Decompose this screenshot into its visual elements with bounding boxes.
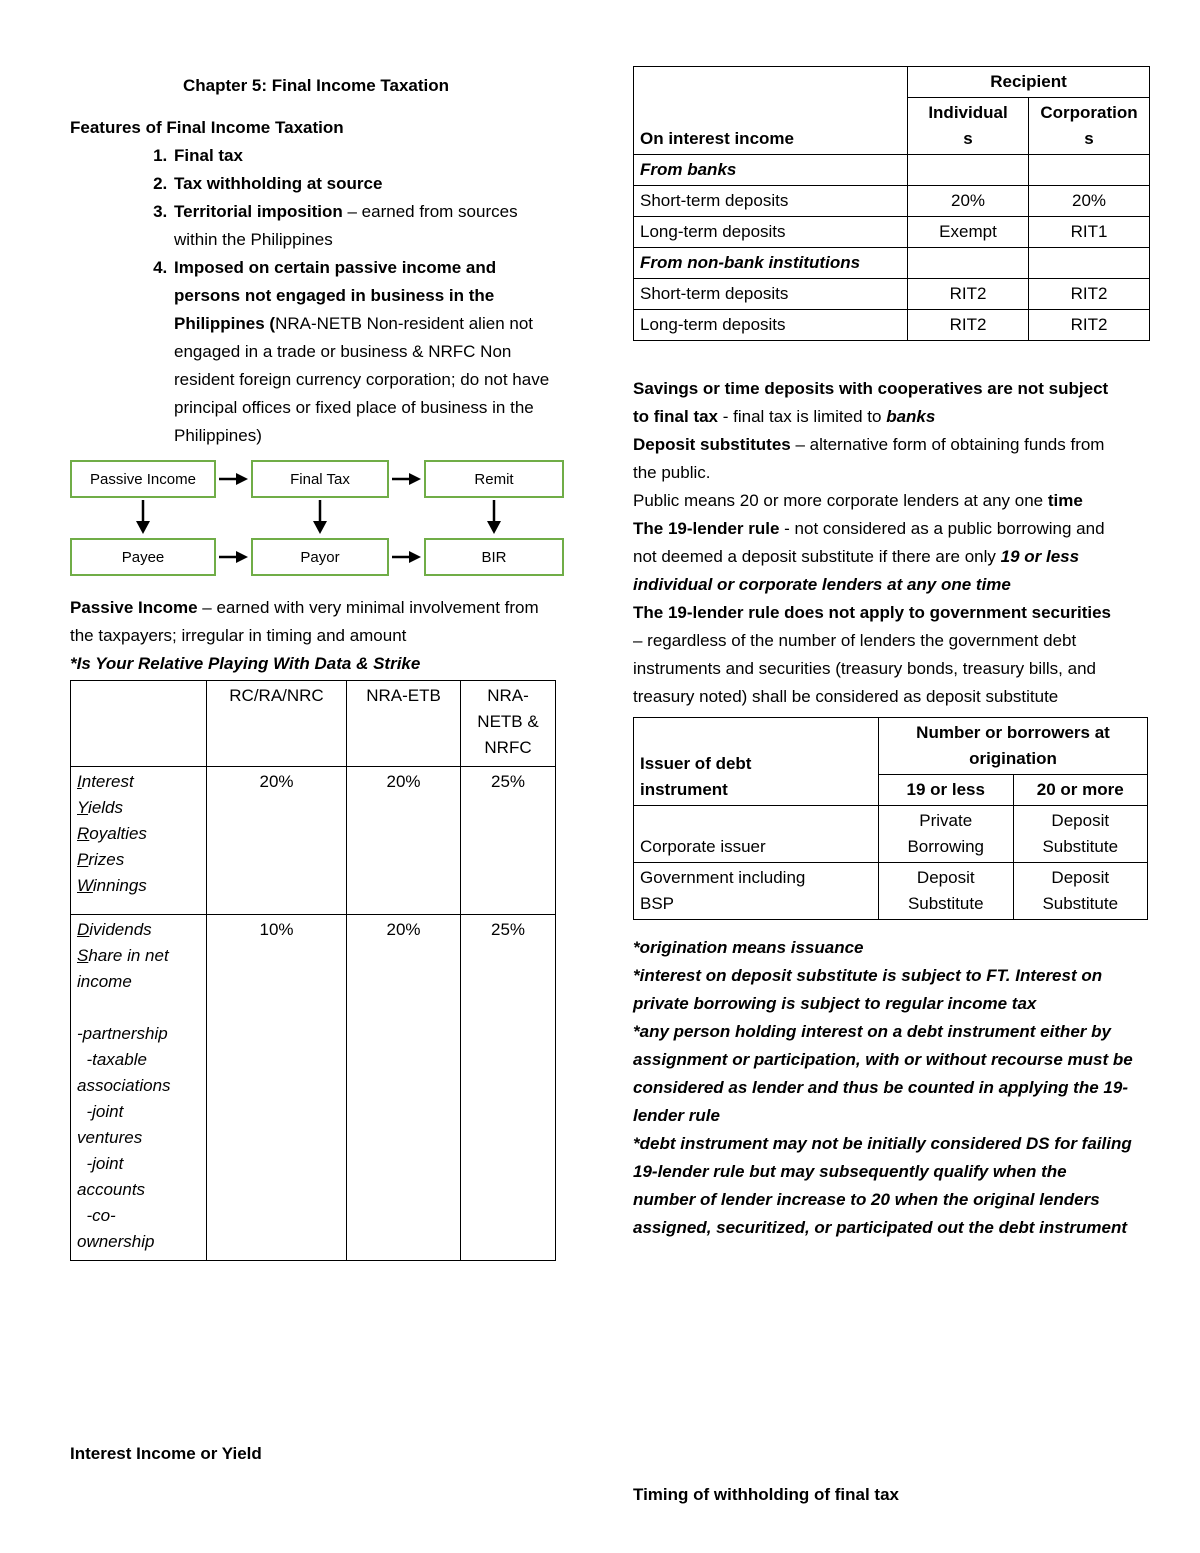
table-row xyxy=(634,155,1150,186)
table-header-cell: NRA- NETB & NRFC xyxy=(461,681,556,767)
table-row xyxy=(634,248,1150,279)
flow-box-bir: BIR xyxy=(424,538,564,576)
table-value-cell: 20% xyxy=(207,767,347,915)
table-value-cell: RIT2 xyxy=(908,310,1029,341)
table-cell: Short-term deposits xyxy=(634,279,908,310)
table-value-cell xyxy=(908,248,1029,279)
table-row xyxy=(71,767,556,915)
table-row xyxy=(634,863,1148,920)
table-row xyxy=(71,915,556,1261)
right-arrow-icon xyxy=(219,548,249,566)
flow-box-passive-income: Passive Income xyxy=(70,460,216,498)
feature-item-territorial: 3. Territorial imposition – earned from sources within the Philippines xyxy=(172,198,562,254)
table-value-cell: 10% xyxy=(207,915,347,1261)
table-value-cell: 20% xyxy=(1029,186,1150,217)
table-value-cell: Deposit Substitute xyxy=(1013,863,1148,920)
right-arrow-icon xyxy=(392,548,422,566)
table-cell: Corporate issuer xyxy=(634,806,879,863)
table-header-cell: NRA-ETB xyxy=(347,681,461,767)
table-cell: Dividends Share in net income -partnership -taxable associations -joint ventures -joint accounts -co- ownership xyxy=(71,915,207,1261)
issuer-corner-label: Issuer of debt instrument xyxy=(634,718,879,806)
down-arrow-icon xyxy=(310,498,330,538)
table-cell: Long-term deposits xyxy=(634,310,908,341)
down-arrow-icon xyxy=(133,498,153,538)
paragraph-deposit-substitutes: Deposit substitutes – alternative form of obtaining funds from the public. xyxy=(633,435,1105,482)
note-interest-ft: *interest on deposit substitute is subject to FT. Interest on private borrowing is subject to regular income tax xyxy=(633,966,1103,1013)
table-value-cell: 20% xyxy=(347,767,461,915)
features-heading: Features of Final Income Taxation xyxy=(70,118,344,137)
table-value-cell: RIT1 xyxy=(1029,217,1150,248)
flow-box-remit: Remit xyxy=(424,460,564,498)
right-arrow-icon xyxy=(219,470,249,488)
paragraph-19-lender-exception: The 19-lender rule does not apply to government securities – regardless of the number of lenders the government debt instruments and securities (treasury bonds, treasury bills, and treasury noted) shall be considered as deposit substitute xyxy=(633,603,1112,706)
table-value-cell: Private Borrowing xyxy=(879,806,1014,863)
col-19-or-less-header: 19 or less xyxy=(879,775,1014,806)
table-header-cell: RC/RA/NRC xyxy=(207,681,347,767)
table-value-cell: 25% xyxy=(461,767,556,915)
interest-table-corner-label: On interest income xyxy=(634,67,908,155)
flow-diagram xyxy=(70,460,564,576)
table-cell: Long-term deposits xyxy=(634,217,908,248)
paragraph-19-lender-rule: The 19-lender rule - not considered as a public borrowing and not deemed a deposit substitute if there are only 19 or less individual or corporate lenders at any one time xyxy=(633,519,1105,594)
table-cell: Interest Yields Royalties Prizes Winnings xyxy=(71,767,207,915)
feature-item-passive-income: 4. Imposed on certain passive income and persons not engaged in business in the Philippines (NRA-NETB Non-resident alien not engaged in a trade or business & NRFC Non resident foreign currency corporation; do not have principal offices or fixed place of business in the Philippines) xyxy=(172,254,562,450)
recipient-header-cell: Recipient xyxy=(908,67,1150,98)
table-value-cell: RIT2 xyxy=(1029,310,1150,341)
note-any-person: *any person holding interest on a debt instrument either by assignment or participation, with or without recourse must be considered as lender and thus be counted in applying the 19-lender rule xyxy=(633,1022,1133,1125)
table-value-cell xyxy=(908,155,1029,186)
footnotes-block xyxy=(633,934,1133,1242)
table-value-cell: 25% xyxy=(461,915,556,1261)
right-column xyxy=(633,66,1147,1242)
table-row xyxy=(634,310,1150,341)
col-20-or-more-header: 20 or more xyxy=(1013,775,1148,806)
table-header-row xyxy=(634,718,1148,775)
table-value-cell: Exempt xyxy=(908,217,1029,248)
left-column xyxy=(70,72,562,1261)
table-value-cell: RIT2 xyxy=(1029,279,1150,310)
interest-income-heading: Interest Income or Yield xyxy=(70,1444,262,1463)
passive-income-definition: Passive Income – earned with very minimal involvement from the taxpayers; irregular in timing and amount xyxy=(70,598,539,645)
table-value-cell xyxy=(1029,155,1150,186)
borrowers-header-cell: Number or borrowers at origination xyxy=(879,718,1148,775)
flow-box-final-tax: Final Tax xyxy=(251,460,389,498)
table-row xyxy=(634,186,1150,217)
feature-item-withholding: 2. Tax withholding at source xyxy=(172,170,562,198)
timing-withholding-heading: Timing of withholding of final tax xyxy=(633,1485,899,1504)
right-text-block xyxy=(633,375,1115,711)
note-debt-instrument: *debt instrument may not be initially considered DS for failing 19-lender rule but may subsequently qualify when the number of lender increase to 20 when the original lenders assigned, securitized, or participated out the debt instrument xyxy=(633,1134,1132,1237)
flow-box-payee: Payee xyxy=(70,538,216,576)
table-row xyxy=(634,279,1150,310)
table-cell: Government including BSP xyxy=(634,863,879,920)
individuals-header-cell: Individual s xyxy=(908,98,1029,155)
mnemonic-note: *Is Your Relative Playing With Data & Strike xyxy=(70,654,421,673)
page-title: Chapter 5: Final Income Taxation xyxy=(182,76,450,95)
feature-item-final-tax: 1. Final tax xyxy=(172,142,562,170)
table-value-cell: RIT2 xyxy=(908,279,1029,310)
passive-income-rates-table xyxy=(70,680,556,1261)
table-header-row xyxy=(71,681,556,767)
paragraph-cooperatives: Savings or time deposits with cooperatives are not subject to final tax - final tax is limited to banks xyxy=(633,379,1109,426)
corporations-header-cell: Corporation s xyxy=(1029,98,1150,155)
table-row xyxy=(634,217,1150,248)
features-list xyxy=(70,142,562,450)
table-value-cell: 20% xyxy=(347,915,461,1261)
debt-instrument-table xyxy=(633,717,1148,920)
note-origination: *origination means issuance xyxy=(633,938,864,957)
table-value-cell: 20% xyxy=(908,186,1029,217)
table-row xyxy=(634,806,1148,863)
table-cell: From banks xyxy=(634,155,908,186)
interest-income-table xyxy=(633,66,1150,341)
table-cell: From non-bank institutions xyxy=(634,248,908,279)
flow-box-payor: Payor xyxy=(251,538,389,576)
table-value-cell xyxy=(1029,248,1150,279)
table-header-cell xyxy=(71,681,207,767)
table-value-cell: Deposit Substitute xyxy=(1013,806,1148,863)
table-value-cell: Deposit Substitute xyxy=(879,863,1014,920)
down-arrow-icon xyxy=(484,498,504,538)
table-cell: Short-term deposits xyxy=(634,186,908,217)
right-arrow-icon xyxy=(392,470,422,488)
table-header-row xyxy=(634,67,1150,98)
paragraph-public-means: Public means 20 or more corporate lenders at any one time xyxy=(633,491,1083,510)
